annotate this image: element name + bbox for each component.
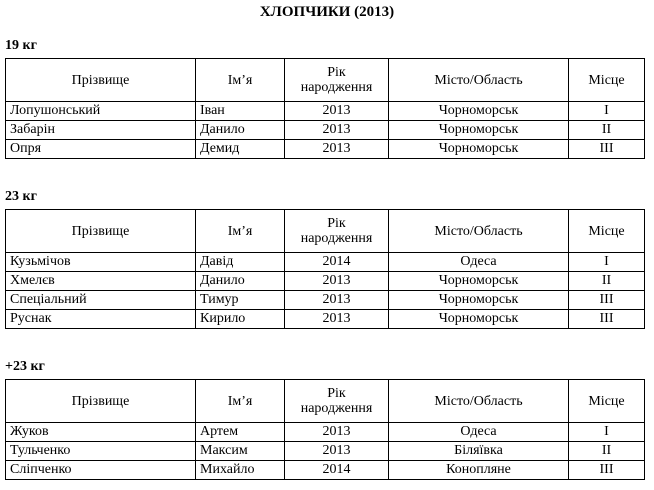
city-cell: Одеса xyxy=(389,253,569,272)
year-cell: 2013 xyxy=(285,310,389,329)
header-place: Місце xyxy=(569,59,645,102)
name-cell: Данило xyxy=(196,121,285,140)
year-cell: 2014 xyxy=(285,253,389,272)
name-cell: Іван xyxy=(196,102,285,121)
header-name: Ім’я xyxy=(196,59,285,102)
surname-cell: Сліпченко xyxy=(6,461,196,480)
city-cell: Чорноморськ xyxy=(389,121,569,140)
header-birth-year: Рік народження xyxy=(285,59,389,102)
name-cell: Данило xyxy=(196,272,285,291)
place-cell: III xyxy=(569,140,645,159)
table-row xyxy=(6,291,645,310)
name-cell: Кирило xyxy=(196,310,285,329)
table-header-row xyxy=(6,210,645,253)
year-cell: 2013 xyxy=(285,102,389,121)
table-row xyxy=(6,461,645,480)
surname-cell: Жуков xyxy=(6,423,196,442)
place-cell: I xyxy=(569,253,645,272)
results-table-19kg xyxy=(5,58,645,159)
year-cell: 2014 xyxy=(285,461,389,480)
place-cell: II xyxy=(569,442,645,461)
city-cell: Біляївка xyxy=(389,442,569,461)
place-cell: III xyxy=(569,461,645,480)
city-cell: Чорноморськ xyxy=(389,310,569,329)
city-cell: Чорноморськ xyxy=(389,272,569,291)
table-row xyxy=(6,253,645,272)
name-cell: Артем xyxy=(196,423,285,442)
document-title: ХЛОПЧИКИ (2013) xyxy=(259,4,395,20)
header-name: Ім’я xyxy=(196,380,285,423)
year-cell: 2013 xyxy=(285,121,389,140)
place-cell: II xyxy=(569,121,645,140)
surname-cell: Руснак xyxy=(6,310,196,329)
city-cell: Чорноморськ xyxy=(389,102,569,121)
header-city: Місто/Область xyxy=(389,210,569,253)
header-surname: Прізвище xyxy=(6,380,196,423)
weight-category-label: 19 кг xyxy=(5,38,37,53)
year-cell: 2013 xyxy=(285,272,389,291)
results-table-plus23kg xyxy=(5,379,645,480)
name-cell: Максим xyxy=(196,442,285,461)
name-cell: Давід xyxy=(196,253,285,272)
table-header-row xyxy=(6,59,645,102)
header-place: Місце xyxy=(569,210,645,253)
results-table-23kg xyxy=(5,209,645,329)
table-row xyxy=(6,140,645,159)
place-cell: I xyxy=(569,423,645,442)
table-row xyxy=(6,102,645,121)
surname-cell: Лопушонський xyxy=(6,102,196,121)
year-cell: 2013 xyxy=(285,423,389,442)
surname-cell: Кузьмічов xyxy=(6,253,196,272)
table-header-row xyxy=(6,380,645,423)
name-cell: Тимур xyxy=(196,291,285,310)
header-city: Місто/Область xyxy=(389,380,569,423)
surname-cell: Спеціальний xyxy=(6,291,196,310)
header-city: Місто/Область xyxy=(389,59,569,102)
year-cell: 2013 xyxy=(285,442,389,461)
name-cell: Михайло xyxy=(196,461,285,480)
table-row xyxy=(6,310,645,329)
place-cell: III xyxy=(569,291,645,310)
header-surname: Прізвище xyxy=(6,210,196,253)
header-surname: Прізвище xyxy=(6,59,196,102)
surname-cell: Тульченко xyxy=(6,442,196,461)
table-row xyxy=(6,272,645,291)
header-place: Місце xyxy=(569,380,645,423)
table-row xyxy=(6,121,645,140)
table-row xyxy=(6,423,645,442)
table-row xyxy=(6,442,645,461)
year-cell: 2013 xyxy=(285,140,389,159)
city-cell: Чорноморськ xyxy=(389,140,569,159)
city-cell: Одеса xyxy=(389,423,569,442)
city-cell: Конопляне xyxy=(389,461,569,480)
weight-category-label: +23 кг xyxy=(5,359,45,374)
place-cell: III xyxy=(569,310,645,329)
name-cell: Демид xyxy=(196,140,285,159)
weight-category-label: 23 кг xyxy=(5,189,37,204)
surname-cell: Опря xyxy=(6,140,196,159)
header-name: Ім’я xyxy=(196,210,285,253)
header-birth-year: Рік народження xyxy=(285,210,389,253)
year-cell: 2013 xyxy=(285,291,389,310)
place-cell: II xyxy=(569,272,645,291)
surname-cell: Забарін xyxy=(6,121,196,140)
surname-cell: Хмелєв xyxy=(6,272,196,291)
place-cell: I xyxy=(569,102,645,121)
header-birth-year: Рік народження xyxy=(285,380,389,423)
city-cell: Чорноморськ xyxy=(389,291,569,310)
